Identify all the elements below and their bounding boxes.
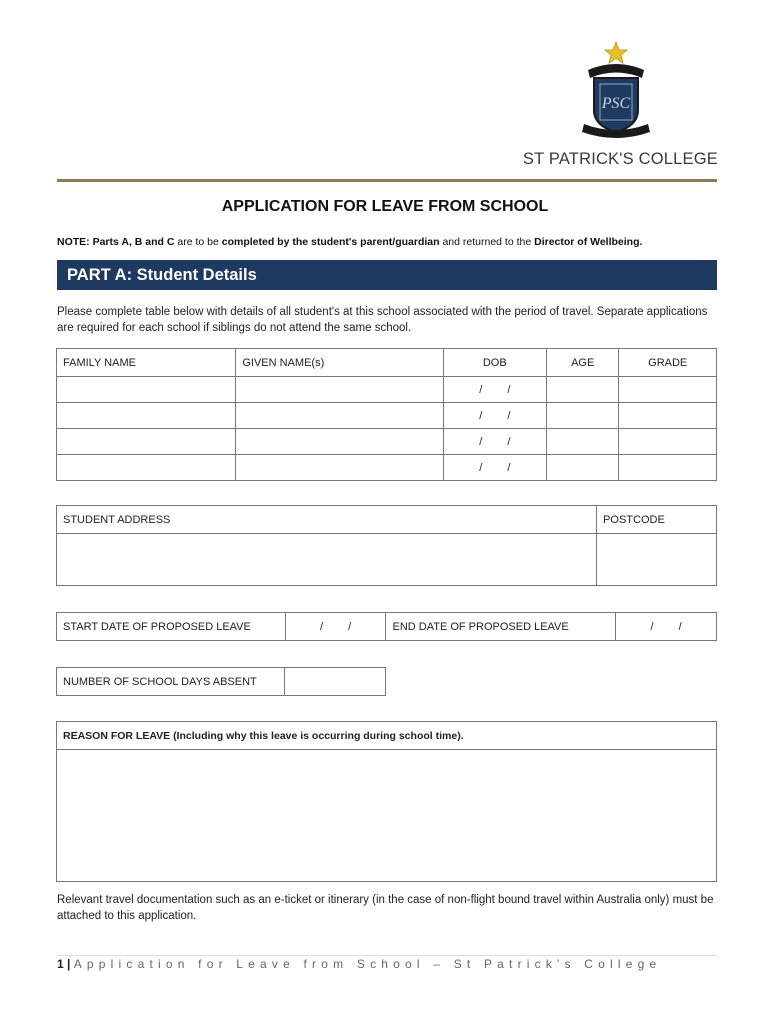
dob-field[interactable]: / / [443, 429, 546, 455]
age-field[interactable] [547, 455, 619, 481]
given-names-field[interactable] [236, 455, 443, 481]
travel-documentation-note: Relevant travel documentation such as an e-ticket or itinerary (in the case of non-flight bound travel within Australia only) must be attached to this application. [57, 894, 714, 922]
student-address-label: STUDENT ADDRESS [57, 506, 597, 534]
age-header: AGE [547, 349, 619, 377]
note-bold-2: Director of Wellbeing. [534, 236, 643, 248]
note-text-2: and returned to the [439, 236, 535, 248]
grade-field[interactable] [619, 377, 717, 403]
part-a-title: PART A: Student Details [67, 266, 257, 284]
age-field[interactable] [547, 403, 619, 429]
family-name-field[interactable] [57, 455, 236, 481]
footer-text: Application for Leave from School – St Patrick's College [73, 957, 662, 971]
svg-text:PSC: PSC [601, 95, 631, 112]
address-header-row [57, 506, 717, 534]
reason-label: REASON FOR LEAVE (Including why this leave is occurring during school time). [57, 722, 717, 750]
days-absent-label: NUMBER OF SCHOOL DAYS ABSENT [57, 668, 285, 696]
page-number: 1 | [57, 957, 71, 971]
start-date-label: START DATE OF PROPOSED LEAVE [57, 613, 286, 641]
document-title: APPLICATION FOR LEAVE FROM SCHOOL [221, 198, 549, 215]
dob-field[interactable]: / / [443, 377, 546, 403]
header-divider [57, 179, 717, 182]
end-date-label: END DATE OF PROPOSED LEAVE [386, 613, 616, 641]
leave-dates-table [56, 612, 717, 641]
age-field[interactable] [547, 429, 619, 455]
postcode-field[interactable] [597, 534, 717, 586]
footer-divider [57, 955, 717, 956]
grade-field[interactable] [619, 455, 717, 481]
intro-paragraph: Please complete table below with details of all student's at this school associated with the period of travel. Separate applications are required for each school if siblings do not attend the same school. [57, 306, 708, 334]
dob-field[interactable]: / / [443, 455, 546, 481]
table-header-row [57, 349, 717, 377]
leave-dates-row [57, 613, 717, 641]
family-name-field[interactable] [57, 429, 236, 455]
table-row [57, 455, 717, 481]
days-absent-table [56, 667, 386, 696]
age-field[interactable] [547, 377, 619, 403]
table-row [57, 403, 717, 429]
days-absent-row [57, 668, 386, 696]
family-name-field[interactable] [57, 403, 236, 429]
reason-table [56, 721, 717, 882]
page-footer [57, 957, 661, 971]
family-name-header: FAMILY NAME [57, 349, 236, 377]
days-absent-field[interactable] [285, 668, 386, 696]
grade-field[interactable] [619, 403, 717, 429]
dob-header: DOB [443, 349, 546, 377]
reason-input-row [57, 750, 717, 882]
college-name: ST PATRICK'S COLLEGE [522, 150, 718, 168]
note-bold-1: completed by the student's parent/guardian [221, 236, 440, 248]
given-names-field[interactable] [236, 377, 443, 403]
grade-field[interactable] [619, 429, 717, 455]
note-lead: NOTE: Parts A, B and C [57, 236, 175, 248]
end-date-field[interactable]: / / [616, 613, 717, 641]
dob-field[interactable]: / / [443, 403, 546, 429]
table-row [57, 429, 717, 455]
given-names-header: GIVEN NAME(s) [236, 349, 443, 377]
given-names-field[interactable] [236, 429, 443, 455]
student-address-field[interactable] [57, 534, 597, 586]
family-name-field[interactable] [57, 377, 236, 403]
start-date-field[interactable]: / / [285, 613, 386, 641]
grade-header: GRADE [619, 349, 717, 377]
note-text-1: are to be [174, 236, 222, 248]
given-names-field[interactable] [236, 403, 443, 429]
students-table [56, 348, 717, 481]
table-row [57, 377, 717, 403]
address-input-row [57, 534, 717, 586]
instruction-note [57, 236, 727, 248]
address-table [56, 505, 717, 586]
reason-field[interactable] [57, 750, 717, 882]
reason-header-row [57, 722, 717, 750]
college-crest-icon [578, 40, 654, 140]
postcode-label: POSTCODE [597, 506, 717, 534]
